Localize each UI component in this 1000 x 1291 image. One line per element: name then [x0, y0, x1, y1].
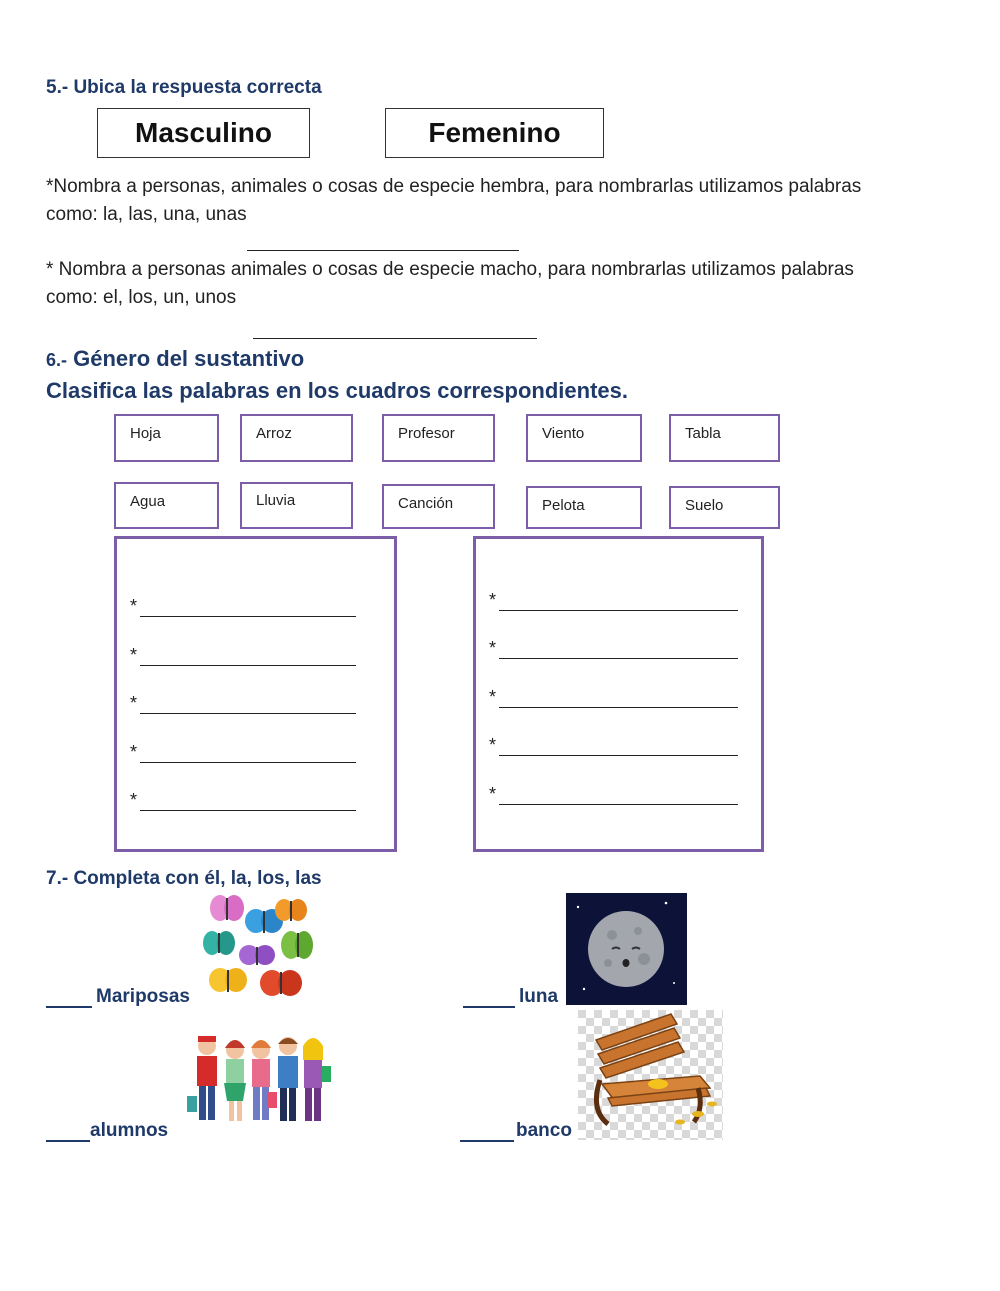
- answer-blank-mariposas[interactable]: [46, 988, 92, 1008]
- bullet: *: [489, 735, 497, 755]
- moon-icon: [588, 911, 664, 987]
- left-blank-2[interactable]: [130, 645, 356, 666]
- section5-title: 5.- Ubica la respuesta correcta: [46, 77, 322, 98]
- word-arroz[interactable]: Arroz: [240, 414, 353, 462]
- word-tabla[interactable]: Tabla: [669, 414, 780, 462]
- student-icon: [187, 1036, 217, 1120]
- paragraph-masculino: [46, 256, 854, 312]
- right-blank-2[interactable]: [489, 638, 738, 659]
- right-blank-1[interactable]: [489, 590, 738, 611]
- paragraph-masculino-line2: como: el, los, un, unos: [46, 287, 237, 308]
- section6-number: 6.-: [46, 350, 68, 370]
- item-luna: [463, 986, 558, 1008]
- bullet: *: [130, 645, 138, 665]
- right-blank-5[interactable]: [489, 784, 738, 805]
- left-blank-3[interactable]: [130, 693, 356, 714]
- butterfly-icon: [209, 968, 247, 992]
- answer-blank-luna[interactable]: [463, 988, 515, 1008]
- bullet: *: [489, 590, 497, 610]
- butterfly-icon: [203, 931, 235, 955]
- femenino-box[interactable]: Femenino: [385, 108, 604, 158]
- left-blank-5[interactable]: [130, 790, 356, 811]
- moon-image: [566, 893, 687, 1005]
- item-banco-label: banco: [516, 1120, 572, 1141]
- section6-title-text: Género del sustantivo: [67, 346, 305, 371]
- word-agua[interactable]: Agua: [114, 482, 219, 529]
- bullet: *: [130, 596, 138, 616]
- word-cancion[interactable]: Canción: [382, 484, 495, 529]
- section7-title: 7.- Completa con él, la, los, las: [46, 868, 322, 889]
- butterfly-icon: [210, 895, 244, 921]
- item-alumnos: [46, 1120, 168, 1142]
- left-blank-4[interactable]: [130, 742, 356, 763]
- item-mariposas: [46, 986, 190, 1008]
- bench-image: [578, 1010, 723, 1140]
- bullet: *: [130, 790, 138, 810]
- left-blank-1[interactable]: [130, 596, 356, 617]
- item-mariposas-label: Mariposas: [96, 986, 190, 1007]
- section6-subtitle: Clasifica las palabras en los cuadros correspondientes.: [46, 378, 629, 403]
- answer-blank-banco[interactable]: [460, 1122, 514, 1142]
- butterfly-icon: [239, 945, 275, 965]
- paragraph-femenino-line1: *Nombra a personas, animales o cosas de especie hembra, para nombrarlas utilizamos palabras: [46, 176, 862, 197]
- paragraph-masculino-line1: * Nombra a personas animales o cosas de especie macho, para nombrarlas utilizamos palabras: [46, 259, 854, 280]
- item-banco: [460, 1120, 572, 1142]
- answer-drop-line-2[interactable]: [253, 338, 537, 339]
- word-hoja[interactable]: Hoja: [114, 414, 219, 462]
- bullet: *: [489, 784, 497, 804]
- students-image: [185, 1032, 335, 1132]
- word-profesor[interactable]: Profesor: [382, 414, 495, 462]
- bullet: *: [130, 693, 138, 713]
- paragraph-femenino-line2: como: la, las, una, unas: [46, 204, 247, 225]
- item-luna-label: luna: [519, 986, 559, 1007]
- butterfly-icon: [281, 931, 313, 959]
- butterflies-image: [200, 893, 315, 1005]
- butterfly-icon: [260, 970, 302, 996]
- word-suelo[interactable]: Suelo: [669, 486, 780, 529]
- item-alumnos-label: alumnos: [90, 1120, 169, 1141]
- paragraph-femenino: [46, 173, 861, 229]
- student-icon: [278, 1037, 298, 1121]
- masculino-box[interactable]: Masculino: [97, 108, 310, 158]
- bullet: *: [130, 742, 138, 762]
- right-blank-4[interactable]: [489, 735, 738, 756]
- section6-title: [46, 346, 304, 372]
- student-icon: [303, 1038, 331, 1121]
- right-blank-3[interactable]: [489, 687, 738, 708]
- bullet: *: [489, 687, 497, 707]
- word-lluvia[interactable]: Lluvia: [240, 482, 353, 529]
- butterfly-icon: [275, 899, 307, 921]
- bullet: *: [489, 638, 497, 658]
- answer-drop-line-1[interactable]: [247, 250, 519, 251]
- word-pelota[interactable]: Pelota: [526, 486, 642, 529]
- student-icon: [224, 1040, 246, 1121]
- answer-blank-alumnos[interactable]: [46, 1122, 90, 1142]
- student-icon: [251, 1040, 277, 1120]
- word-viento[interactable]: Viento: [526, 414, 642, 462]
